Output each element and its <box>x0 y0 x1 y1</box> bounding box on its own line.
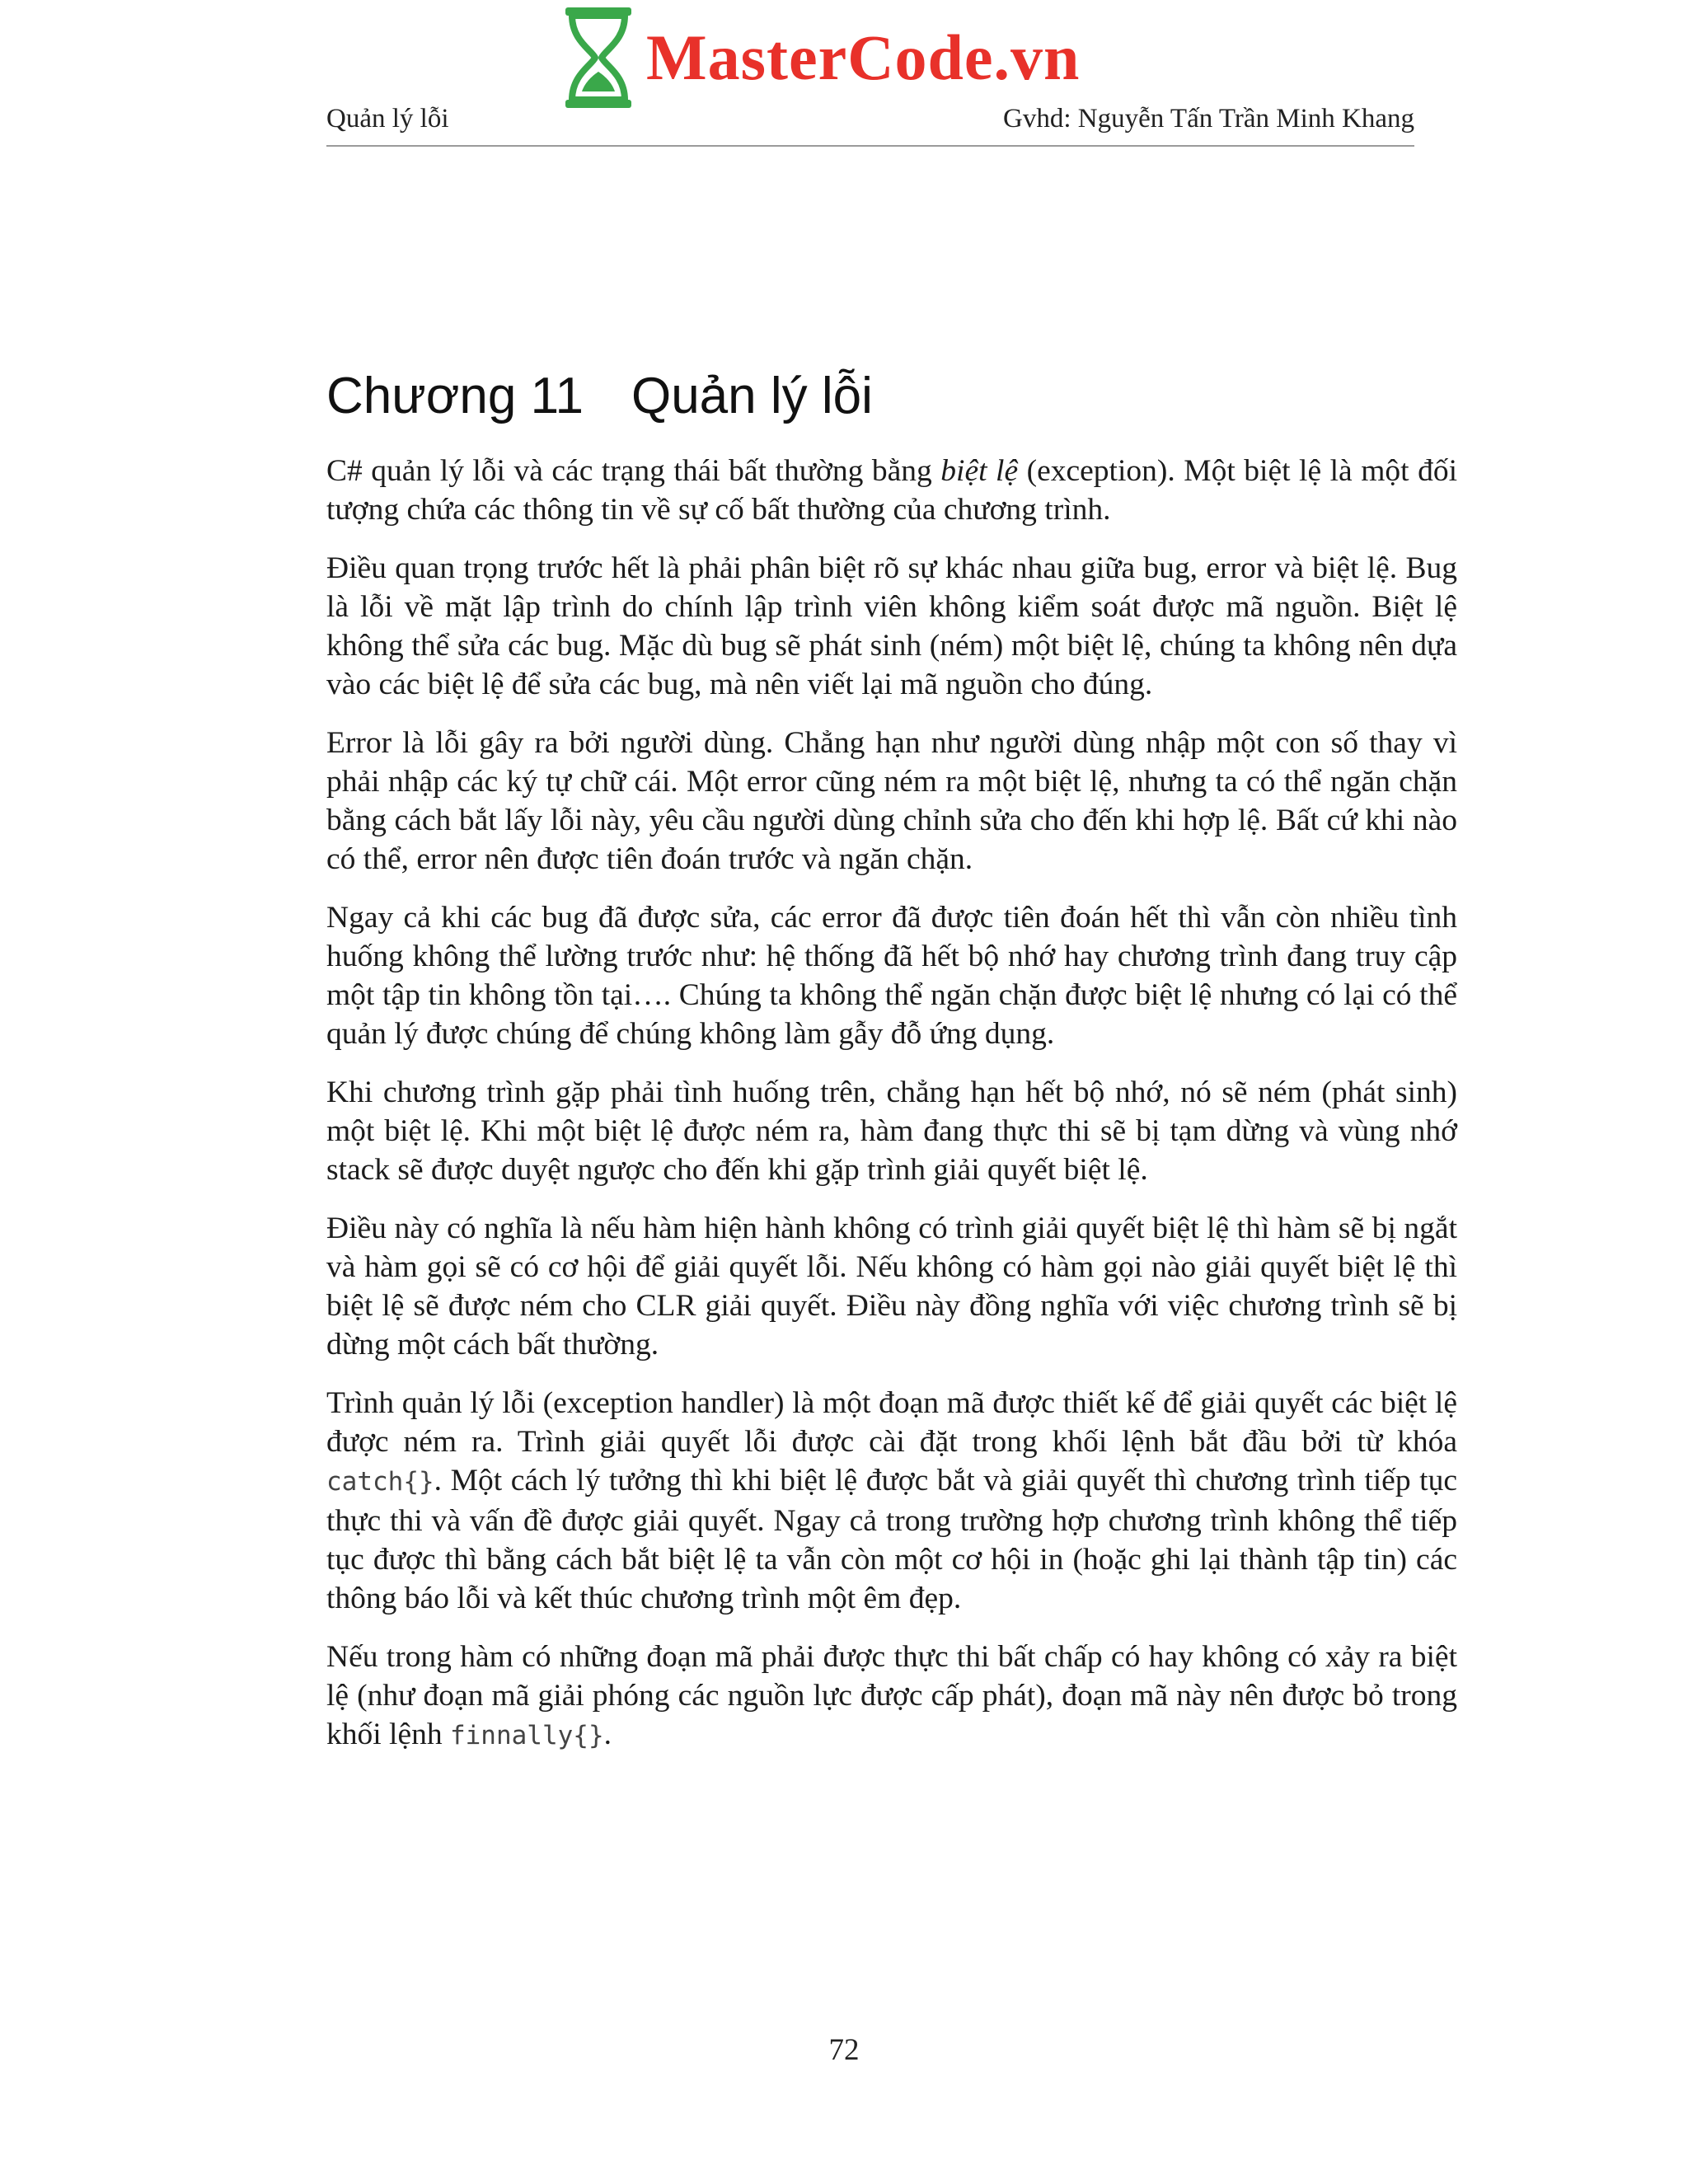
code-finally: finnally{} <box>449 1721 604 1750</box>
running-header <box>326 104 1414 147</box>
chapter-number: Chương 11 <box>326 368 584 424</box>
paragraph-3: Error là lỗi gây ra bởi người dùng. Chẳng hạn như người dùng nhập một con số thay vì phải nhập các ký tự chữ cái. Một error cũng ném ra một biệt lệ, nhưng ta có thể ngăn chặn bằng cách bắt lấy lỗi này, yêu cầu người dùng chỉnh sửa cho đến khi hợp lệ. Bất cứ khi nào có thể, error nên được tiên đoán trước và ngăn chặn. <box>326 726 1457 876</box>
term-exception: biệt lệ <box>940 454 1019 488</box>
paragraph-8-text-a: Nếu trong hàm có những đoạn mã phải được thực thi bất chấp có hay không có xảy ra biệt lệ (như đoạn mã giải phóng các nguồn lực được cấp phát), đoạn mã này nên được bỏ trong khối lệnh <box>326 1640 1457 1751</box>
paragraph-8 <box>326 1638 1457 1755</box>
paragraph-6: Điều này có nghĩa là nếu hàm hiện hành không có trình giải quyết biệt lệ thì hàm sẽ bị ngắt và hàm gọi sẽ có cơ hội để giải quyết lỗi. Nếu không có hàm gọi nào giải quyết biệt lệ thì biệt lệ sẽ được ném cho CLR giải quyết. Điều này đồng nghĩa với việc chương trình sẽ bị dừng một cách bất thường. <box>326 1212 1457 1361</box>
paragraph-1 <box>326 452 1457 529</box>
paragraph-2: Điều quan trọng trước hết là phải phân biệt rõ sự khác nhau giữa bug, error và biệt lệ. Bug là lỗi về mặt lập trình do chính lập trình viên không kiểm soát được mã nguồn. Biệt lệ không thể sửa các bug. Mặc dù bug sẽ phát sinh (ném) một biệt lệ, chúng ta không nên dựa vào các biệt lệ để sửa các bug, mà nên viết lại mã nguồn cho đúng. <box>326 551 1457 701</box>
paragraph-7-text-a: Trình quản lý lỗi (exception handler) là một đoạn mã được thiết kế để giải quyết các biệt lệ được ném ra. Trình giải quyết lỗi được cài đặt trong khối lệnh bắt đầu bởi từ khóa <box>326 1386 1457 1459</box>
chapter-body <box>326 452 1457 1775</box>
site-logo <box>560 0 1080 115</box>
paragraph-7-text-b: . Một cách lý tưởng thì khi biệt lệ được bắt và giải quyết thì chương trình tiếp tục thực thi và vấn đề được giải quyết. Ngay cả trong trường hợp chương trình không thể tiếp tục được thì bằng cách bắt biệt lệ ta vẫn còn một cơ hội in (hoặc ghi lại thành tập tin) các thông báo lỗi và kết thúc chương trình một êm đẹp. <box>326 1464 1457 1615</box>
header-instructor: Gvhd: Nguyễn Tấn Trần Minh Khang <box>1003 104 1414 134</box>
page-number: 72 <box>828 2033 860 2067</box>
chapter-title <box>326 366 873 427</box>
hourglass-icon <box>560 4 636 111</box>
chapter-name: Quản lý lỗi <box>631 368 873 424</box>
header-section-title: Quản lý lỗi <box>326 104 449 134</box>
logo-text: MasterCode.vn <box>646 21 1081 93</box>
paragraph-4: Ngay cả khi các bug đã được sửa, các error đã được tiên đoán hết thì vẫn còn nhiều tình huống không thể lường trước như: hệ thống đã hết bộ nhớ hay chương trình đang truy cập một tập tin không tồn tại…. Chúng ta không thể ngăn chặn được biệt lệ nhưng có lại có thể quản lý được chúng để chúng không làm gẫy đỗ ứng dụng. <box>326 901 1457 1051</box>
code-catch: catch{} <box>326 1467 434 1497</box>
paragraph-1-text-a: C# quản lý lỗi và các trạng thái bất thường bằng <box>326 454 941 488</box>
paragraph-8-text-b: . <box>603 1718 612 1751</box>
paragraph-5: Khi chương trình gặp phải tình huống trên, chẳng hạn hết bộ nhớ, nó sẽ ném (phát sinh) một biệt lệ. Khi một biệt lệ được ném ra, hàm đang thực thi sẽ bị tạm dừng và vùng nhớ stack sẽ được duyệt ngược cho đến khi gặp trình giải quyết biệt lệ. <box>326 1076 1457 1187</box>
paragraph-1-text-b: (exception). Một biệt lệ là một đối tượng chứa các thông tin về sự cố bất thường của chương trình. <box>326 454 1458 527</box>
paragraph-7 <box>326 1384 1457 1618</box>
